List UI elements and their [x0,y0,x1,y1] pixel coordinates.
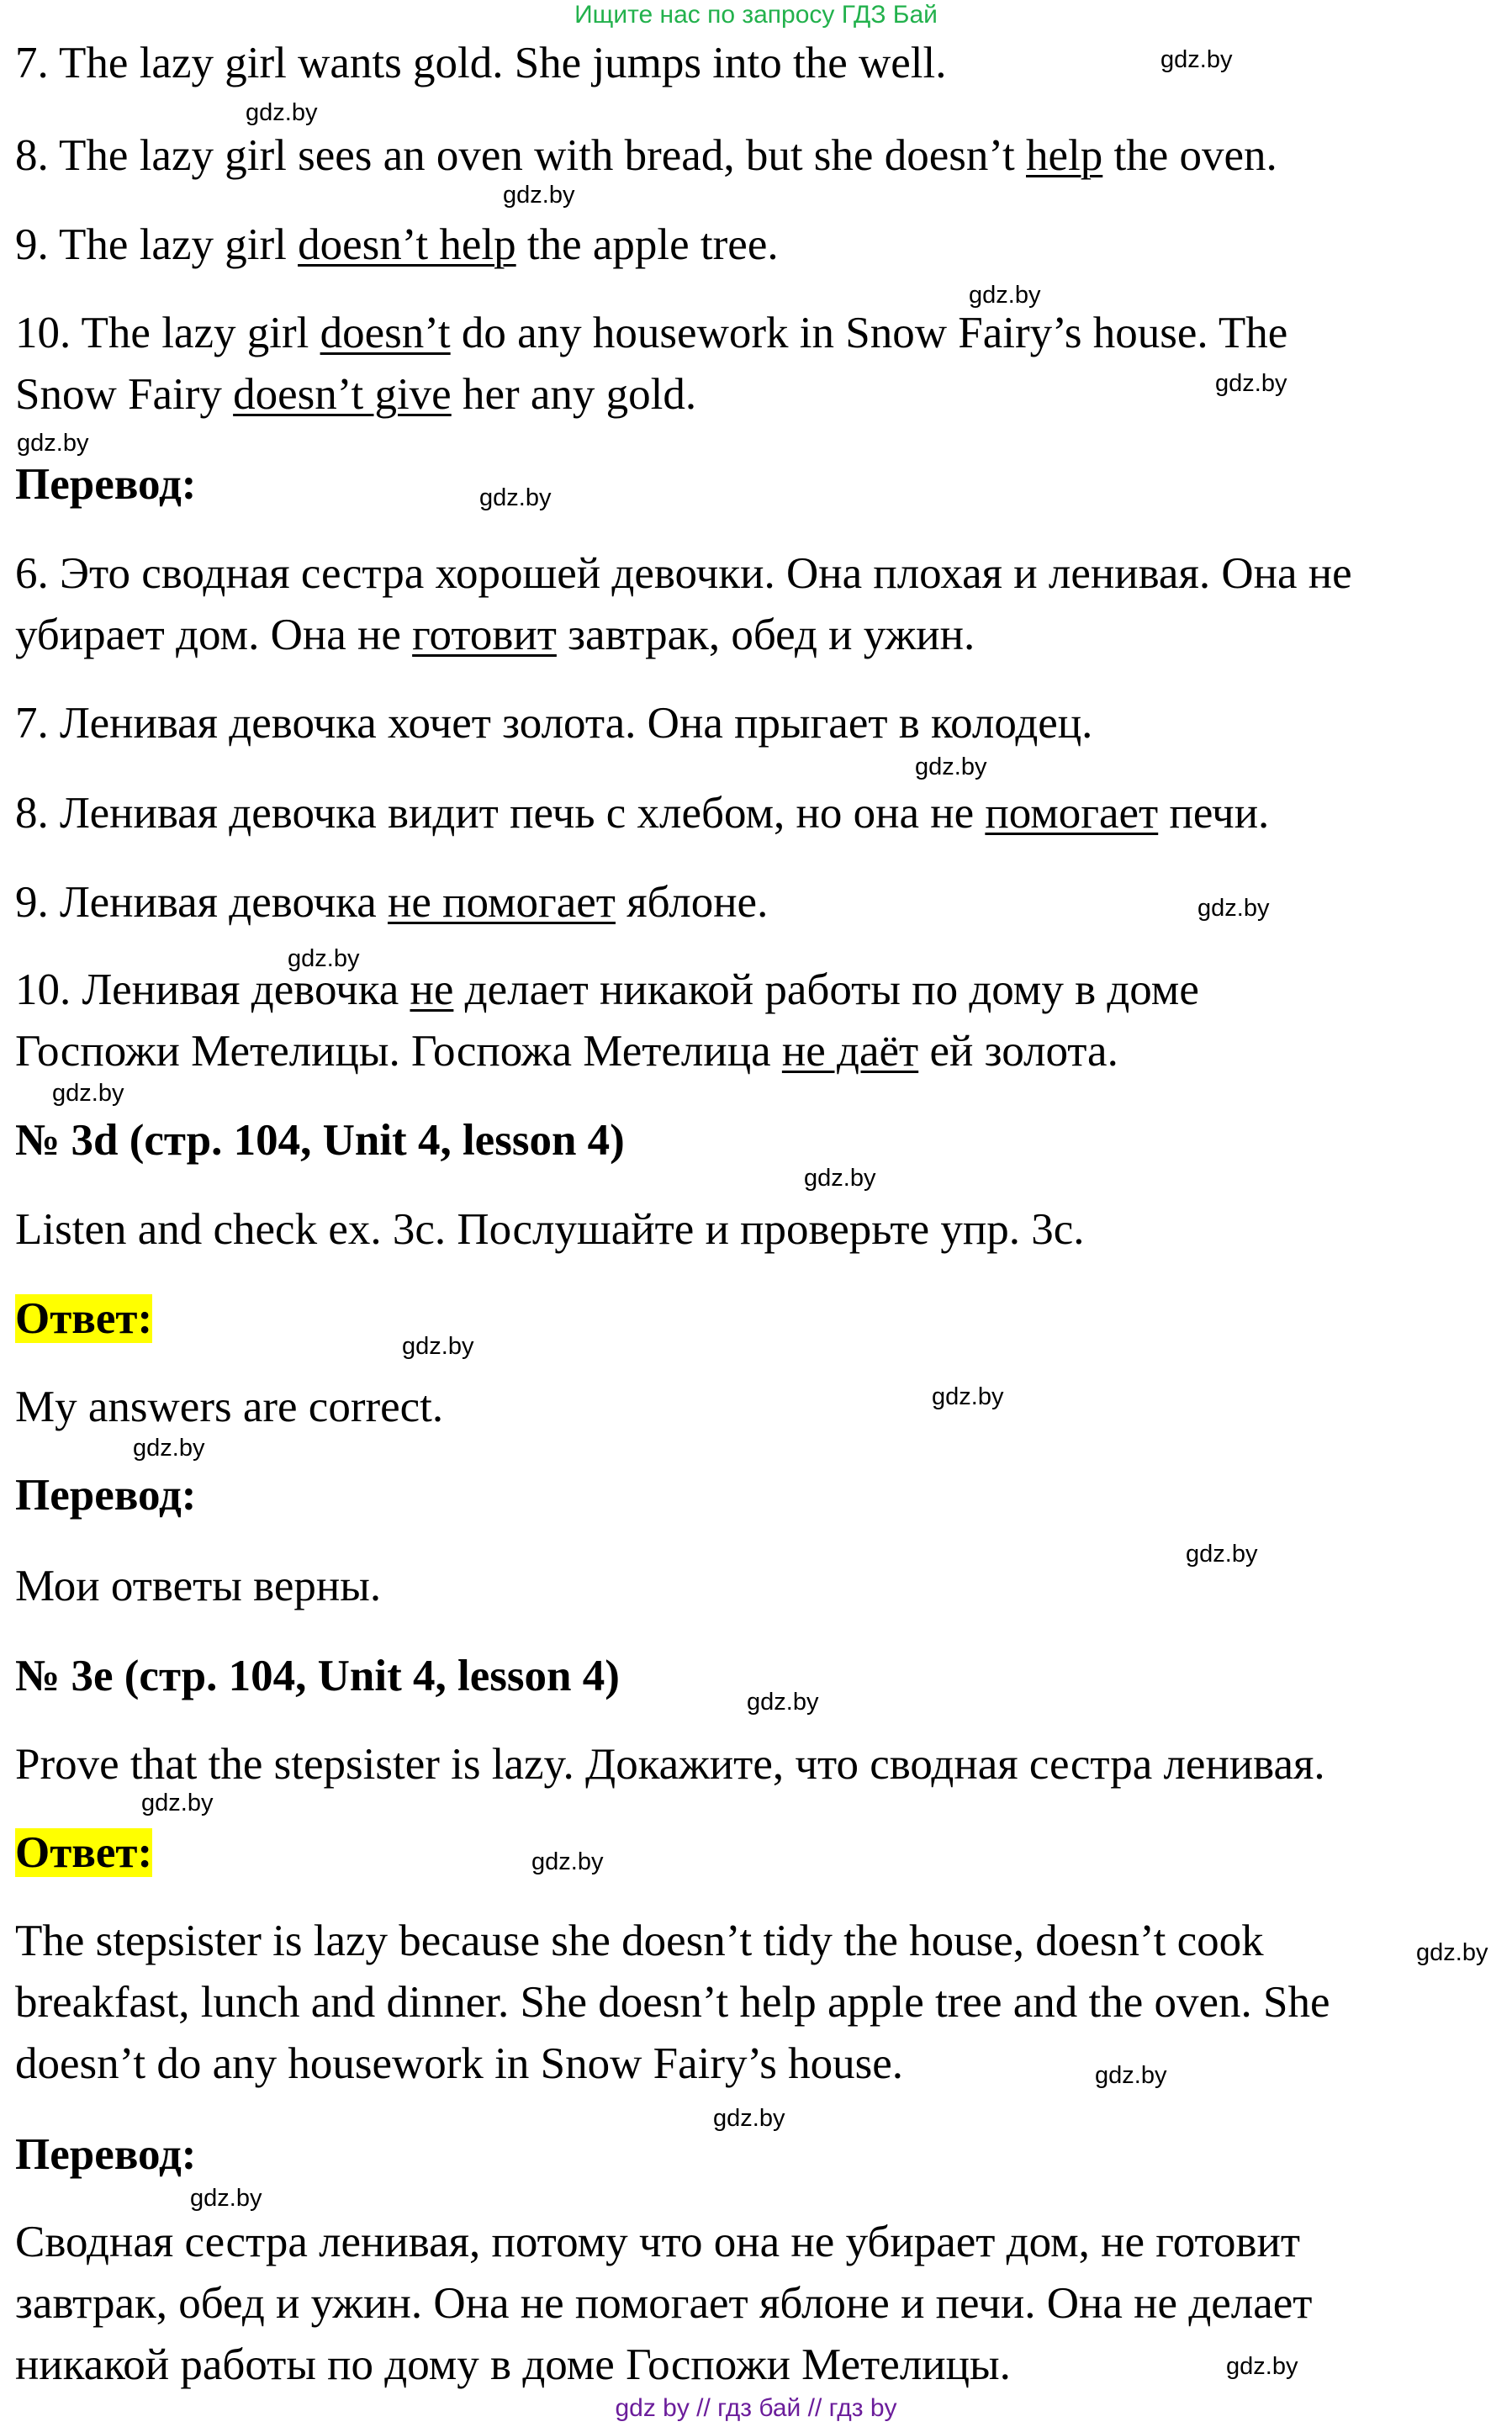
answer-label: Ответ: [15,1294,153,1343]
watermark: gdz.by [1197,895,1270,922]
watermark: gdz.by [479,484,552,511]
watermark: gdz.by [141,1790,214,1816]
text-line: 8. The lazy girl sees an oven with bread, but she doesn’t help the oven. [15,131,1277,180]
text-line: никакой работы по дому в доме Госпожи Метелицы. [15,2340,1011,2389]
watermark: gdz.by [52,1080,124,1107]
watermark: gdz.by [932,1383,1004,1410]
text-line: My answers are correct. [15,1383,444,1431]
watermark: gdz.by [1095,2062,1167,2089]
text-line: Snow Fairy doesn’t give her any gold. [15,370,697,419]
watermark: gdz.by [713,2105,785,2132]
text-line: Госпожи Метелицы. Госпожа Метелица не даёт ей золота. [15,1027,1118,1076]
text-line: завтрак, обед и ужин. Она не помогает яблоне и печи. Она не делает [15,2279,1313,2328]
answer-label: Ответ: [15,1828,153,1877]
text-line: Prove that the stepsister is lazy. Докажите, что сводная сестра ленивая. [15,1740,1325,1789]
text-line: Мои ответы верны. [15,1562,382,1610]
section-heading: Перевод: [15,2130,197,2179]
text-line: 7. The lazy girl wants gold. She jumps into the well. [15,39,947,87]
watermark: gdz.by [1160,46,1233,73]
text-line: 8. Ленивая девочка видит печь с хлебом, но она не помогает печи. [15,789,1270,838]
watermark: gdz.by [503,182,575,209]
watermark: gdz.by [402,1333,474,1360]
watermark: gdz.by [17,430,89,457]
watermark: gdz.by [1186,1541,1258,1568]
text-line: 9. Ленивая девочка не помогает яблоне. [15,878,769,927]
text-line: 10. Ленивая девочка не делает никакой работы по дому в доме [15,965,1199,1014]
footer-links[interactable]: gdz by // гдз бай // гдз by [615,2394,897,2422]
section-heading: Перевод: [15,460,197,509]
watermark: gdz.by [246,99,318,126]
watermark: gdz.by [1416,1939,1488,1966]
watermark: gdz.by [133,1435,205,1462]
watermark: gdz.by [1215,370,1287,397]
watermark: gdz.by [969,282,1041,309]
text-line: 7. Ленивая девочка хочет золота. Она прыгает в колодец. [15,699,1093,748]
text-line: The stepsister is lazy because she doesn’t tidy the house, doesn’t cook [15,1917,1264,1965]
text-line: Сводная сестра ленивая, потому что она не убирает дом, не готовит [15,2218,1301,2266]
text-line: Listen and check ex. 3c. Послушайте и проверьте упр. 3c. [15,1205,1085,1254]
top-banner: Ищите нас по запросу ГДЗ Бай [574,1,938,29]
text-line: 6. Это сводная сестра хорошей девочки. Она плохая и ленивая. Она не [15,549,1352,598]
watermark: gdz.by [531,1848,604,1875]
text-line: 9. The lazy girl doesn’t help the apple tree. [15,220,779,269]
text-line: убирает дом. Она не готовит завтрак, обед и ужин. [15,611,975,659]
text-line: doesn’t do any housework in Snow Fairy’s house. [15,2039,904,2088]
watermark: gdz.by [1226,2353,1298,2380]
watermark: gdz.by [747,1689,819,1716]
text-line: 10. The lazy girl doesn’t do any housework in Snow Fairy’s house. The [15,309,1288,357]
watermark: gdz.by [804,1165,876,1192]
watermark: gdz.by [190,2185,262,2212]
watermark: gdz.by [288,945,360,972]
section-heading: Перевод: [15,1471,197,1520]
exercise-heading: № 3d (стр. 104, Unit 4, lesson 4) [15,1116,625,1165]
text-line: breakfast, lunch and dinner. She doesn’t help apple tree and the oven. She [15,1978,1330,2027]
exercise-heading: № 3e (стр. 104, Unit 4, lesson 4) [15,1652,620,1700]
watermark: gdz.by [915,753,987,780]
